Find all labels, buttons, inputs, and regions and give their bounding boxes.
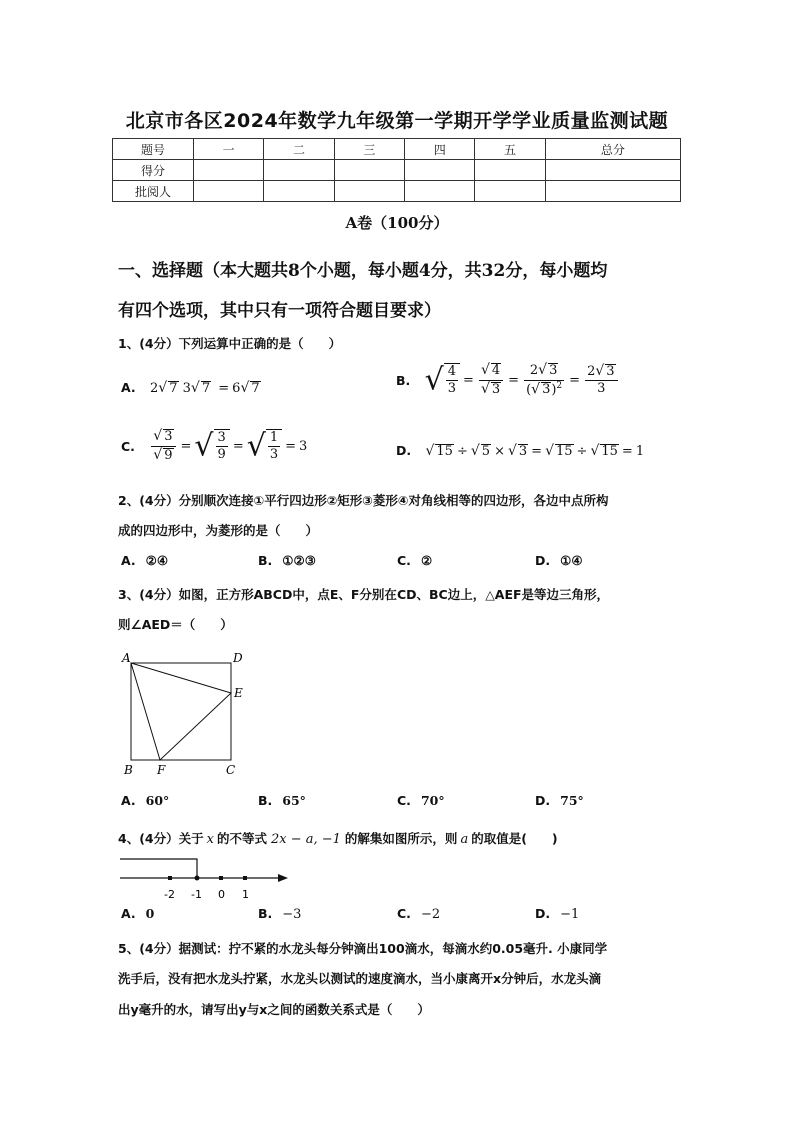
equals-sign: = (463, 372, 474, 388)
big-radical: √ $\frac{3}{9}$ (194, 429, 229, 464)
q4-text: 的不等式 (216, 831, 267, 846)
fraction-numerator: 1 (268, 430, 280, 447)
fraction-denominator: 3 (597, 381, 606, 397)
equals-sign: = (531, 444, 543, 459)
radical-sign: √ (158, 380, 168, 396)
table-cell (334, 160, 404, 181)
big-radical: √ $\frac{1}{3}$ (247, 429, 282, 464)
fraction-numerator: 4 (446, 364, 458, 381)
table-cell: 五 (475, 139, 545, 160)
tick-mark (243, 876, 247, 880)
math-radicand: 15 (601, 444, 618, 459)
table-cell (545, 160, 680, 181)
score-table-header-row (113, 139, 681, 160)
option-text: −2 (420, 907, 441, 922)
table-cell: 得分 (113, 160, 194, 181)
table-cell: 四 (405, 139, 475, 160)
table-cell: 一 (194, 139, 264, 160)
score-table (112, 138, 681, 202)
math-number: 1 (635, 444, 645, 459)
q1-option-b (396, 362, 620, 398)
variable-x: x (206, 832, 214, 847)
question-5-line1: 5、(4分）据测试：拧不紧的水龙头每分钟滴出100滴水，每滴水约0.05毫升. 小康同学 (118, 941, 608, 956)
equals-sign: = (508, 372, 520, 388)
math-number: 3 (182, 381, 191, 396)
option-text: ①④ (560, 553, 583, 568)
math-radicand: 4 (491, 363, 501, 379)
option-label: A. (121, 553, 136, 568)
q1-option-d (396, 443, 644, 459)
q1-option-a (121, 380, 261, 396)
page-title: 北京市各区2024年数学九年级第一学期开学学业质量监测试题 (125, 110, 669, 132)
math-radicand: 15 (436, 444, 453, 459)
option-label: B. (258, 553, 273, 568)
q1-option-b-expression (424, 362, 620, 398)
divide-sign: ÷ (456, 444, 468, 459)
option-label: D. (535, 793, 551, 808)
q4-text: 的解集如图所示，则 (344, 831, 458, 846)
math-radicand: 3 (491, 381, 501, 397)
tick-label: 1 (242, 888, 249, 901)
vertex-label-b: B (124, 763, 133, 777)
option-label: C. (121, 438, 135, 454)
option-label: D. (535, 906, 551, 921)
option-label: C. (397, 553, 411, 568)
option-label: D. (396, 443, 412, 458)
arrow-right-icon (278, 874, 288, 882)
math-radicand: 7 (201, 381, 211, 396)
q1-option-c-expression (149, 428, 308, 463)
option-label: A. (121, 906, 136, 921)
equals-sign: = (232, 438, 244, 454)
q1-option-c (121, 428, 307, 464)
tick-label: -1 (191, 888, 202, 901)
q4-text: 4、(4分）关于 (118, 831, 204, 846)
fraction-denominator: 3 (269, 447, 279, 462)
q2-option-c (397, 553, 432, 568)
equals-sign: = (180, 438, 192, 454)
question-3-line1: 3、(4分）如图，正方形ABCD中，点E、F分别在CD、BC边上，△AEF是等边三角形， (118, 587, 610, 602)
math-radicand: 15 (556, 444, 573, 459)
vertex-label-c: C (226, 763, 236, 777)
table-cell: 三 (334, 139, 404, 160)
table-cell: 批阅人 (113, 181, 194, 202)
table-cell (334, 181, 404, 202)
q2-option-a (121, 553, 168, 568)
fraction-numerator: 3 (216, 430, 228, 447)
option-text: 75° (560, 793, 584, 808)
table-cell: 题号 (113, 139, 194, 160)
table-cell (405, 160, 475, 181)
equals-sign: = (621, 444, 633, 459)
vertex-label-f: F (157, 763, 166, 777)
q3-option-d (535, 793, 584, 808)
option-label: B. (258, 906, 273, 921)
radical-sign: √ (240, 380, 250, 396)
q3-option-c (397, 793, 445, 808)
table-cell (264, 160, 334, 181)
section-heading-line1: 一、选择题（本大题共8个小题，每小题4分，共32分，每小题均 (118, 261, 608, 281)
fraction-denominator: 9 (217, 447, 226, 462)
vertex-label-a: A (122, 651, 131, 665)
tick-mark (168, 876, 172, 880)
table-cell (194, 181, 264, 202)
fraction: $\frac{√ 3}{√ 9}$ (151, 428, 175, 464)
q4-option-c (397, 906, 440, 922)
table-cell (264, 181, 334, 202)
option-label: A. (121, 380, 136, 395)
option-text: −3 (282, 907, 302, 922)
fraction: $\frac{2√ 3}{(√ 3)^2}$ (526, 362, 563, 397)
q4-option-b (258, 906, 301, 922)
q3-option-b (258, 793, 306, 808)
times-sign: × (494, 444, 505, 459)
question-2-line2: 成的四边形中，为菱形的是（ ） (118, 523, 319, 538)
option-text: ①②③ (282, 553, 316, 568)
q1-option-d-expression: √ 15 ÷ √ 5 × √ 3 = √ 15 ÷ √ 15 = 1 (425, 443, 645, 459)
math-number: 2 (587, 363, 596, 379)
fraction-denominator: 3 (447, 381, 457, 397)
section-a-title: A卷（100分） (345, 214, 449, 232)
tick-label: -2 (164, 888, 175, 901)
math-radicand: 3 (549, 363, 558, 378)
math-radicand: 3 (542, 381, 551, 397)
option-label: D. (535, 553, 551, 568)
variable-a: a (460, 832, 469, 847)
math-radicand: 7 (251, 381, 260, 396)
option-label: B. (396, 372, 411, 388)
option-label: B. (258, 793, 273, 808)
square-figure (118, 648, 258, 780)
math-number: 2 (150, 381, 159, 396)
solution-endpoint (195, 876, 200, 881)
math-radicand: 3 (518, 444, 528, 459)
q4-option-d (535, 906, 579, 922)
q3-option-a (121, 793, 169, 808)
divide-sign: ÷ (576, 444, 588, 459)
exponent: 2 (556, 380, 563, 391)
question-1-stem: 1、(4分）下列运算中正确的是（ ） (118, 336, 342, 351)
vertex-label-d: D (233, 651, 243, 665)
question-3-line2: 则∠AED＝（ ） (118, 617, 233, 632)
fraction: $\frac{2√ 3}{3}$ (585, 363, 617, 398)
tick-mark (219, 876, 223, 880)
equals-sign: = (218, 381, 230, 396)
option-text: 70° (420, 793, 445, 808)
table-cell (194, 160, 264, 181)
table-cell (475, 181, 545, 202)
question-4-stem (118, 829, 558, 847)
question-2-line1: 2、(4分）分别顺次连接①平行四边形②矩形③菱形④对角线相等的四边形，各边中点所构 (118, 493, 609, 508)
math-number: 6 (232, 381, 241, 396)
option-label: C. (397, 793, 411, 808)
option-text: 60° (145, 793, 170, 808)
math-radicand: 3 (164, 429, 173, 444)
inequality-expression: 2x − a, −1 (270, 832, 341, 847)
solution-ray (120, 859, 197, 878)
math-number: 3 (299, 438, 308, 454)
option-text: ②④ (145, 553, 169, 568)
section-heading-line2: 有四个选项，其中只有一项符合题目要求） (118, 301, 441, 321)
option-text: 65° (282, 793, 306, 808)
radical-sign: √ (190, 380, 200, 396)
q4-text: 的取值是( ) (471, 831, 558, 846)
math-radicand: 3 (606, 363, 615, 379)
number-line (118, 856, 293, 902)
score-table-row (113, 181, 681, 202)
option-label: A. (121, 793, 136, 808)
score-table-row (113, 160, 681, 181)
math-radicand: 9 (164, 447, 173, 463)
option-text: ② (420, 553, 433, 568)
q2-option-b (258, 553, 316, 568)
big-radical: √ $\frac{4}{3}$ (425, 363, 460, 398)
equals-sign: = (569, 372, 581, 388)
math-number: 2 (529, 363, 539, 378)
table-cell (405, 181, 475, 202)
math-radicand: 7 (169, 381, 178, 396)
equals-sign: = (285, 438, 297, 454)
table-cell (475, 160, 545, 181)
option-text: −1 (560, 907, 580, 922)
tick-label: 0 (218, 888, 225, 901)
fraction: $\frac{√ 4}{√ 3}$ (479, 362, 503, 398)
option-label: C. (397, 906, 411, 921)
question-5-line2: 洗手后，没有把水龙头拧紧，水龙头以测试的速度滴水，当小康离开x分钟后，水龙头滴 (118, 971, 602, 986)
q4-option-a (121, 906, 154, 921)
option-text: 0 (145, 906, 155, 921)
question-5-line3: 出y毫升的水，请写出y与x之间的函数关系式是（ ） (118, 1002, 430, 1017)
table-cell (545, 181, 680, 202)
vertex-label-e: E (234, 686, 243, 700)
table-cell: 总分 (545, 139, 680, 160)
triangle-aef (131, 663, 231, 760)
q1-option-a-expression (150, 381, 261, 396)
q2-option-d (535, 553, 583, 568)
table-cell: 二 (264, 139, 334, 160)
math-radicand: 5 (481, 444, 491, 459)
